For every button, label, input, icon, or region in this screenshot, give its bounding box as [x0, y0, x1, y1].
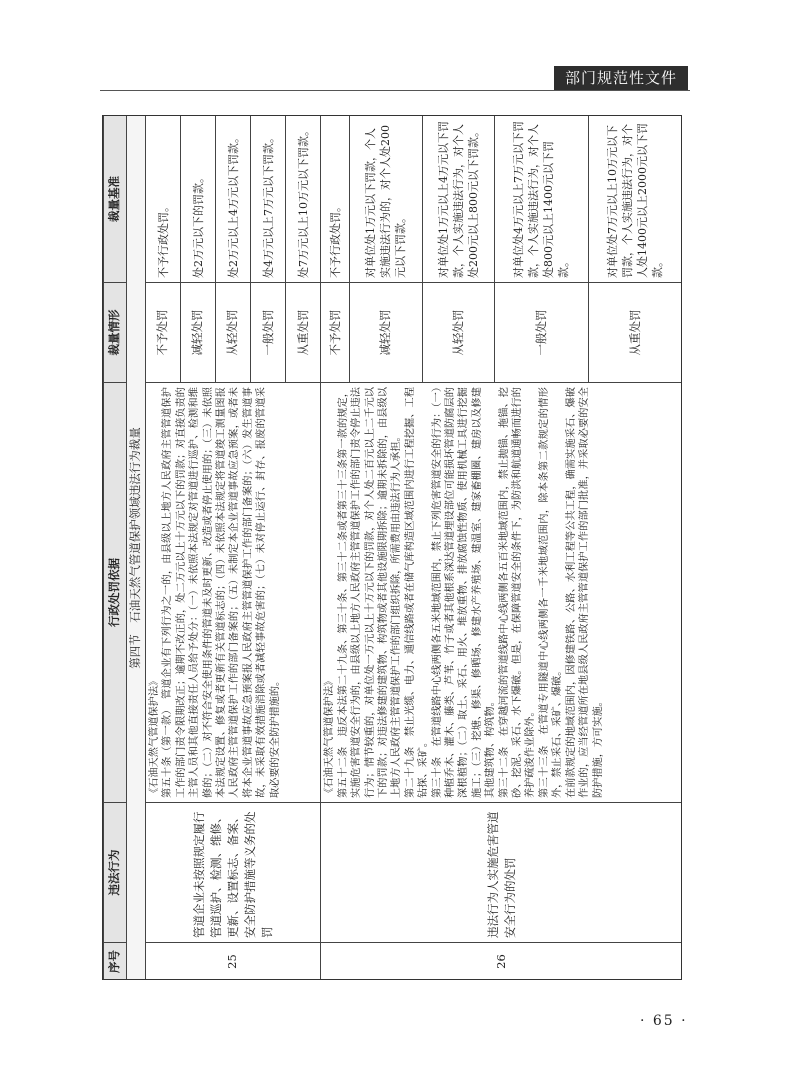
row-number: 25: [146, 943, 321, 981]
basis-line: 第五十条（第一款） 管道企业有下列行为之一的，由县级以上地方人民政府主管管道保护工作的部门责令限期改正；逾期不改正的，处二万元以上十万元以下的罚款；对直接负责的主管人员和其他直接责任人员给予处分：（一）未依照本法规定对管道进行巡护、检测和维修的；（二）对不符合安全使用条件的管道未及时更新、改造或者停止使用的；（三）未依照本法规定设置、修复或者更新有关管道标志的；（四）未依照本法规定将管道竣工测量图报人民政府主管管道保护工作的部门备案的；（五）未制定本企业管道事故应急预案，或者未将本企业管道事故应急预案报人民政府主管管道保护工作的部门备案的；（六）发生管道事故，未采取有效措施消除或者减轻事故危害的；（七）未对停止运行、封存、报废的管道采取必要的安全防护措施的。: [162, 387, 281, 798]
column-header-no: 序号: [104, 943, 127, 981]
discretion-standard: 对单位处4万元以上7万元以下罚款，个人实施违法行为，对个人处800元以上1400元以下罚款。: [494, 116, 588, 283]
table-row: [321, 116, 350, 981]
discretion-case: 从轻处罚: [422, 283, 494, 383]
discretion-case: 一般处罚: [494, 283, 588, 383]
basis-line: 第二十九条 禁止光缆、电力、通信线路或者在储气库构造区域范围内进行工程挖掘、工程钻探、采矿。: [404, 387, 430, 798]
column-header-standard: 裁量基准: [104, 116, 127, 283]
discretion-case: 不予处罚: [321, 283, 350, 383]
violation-description: 管道企业未按照规定履行管道巡护、检测、维修、更新、设置标志、备案、安全防护措施等义务的处罚: [146, 803, 321, 943]
document-category-badge: 部门规范性文件: [554, 66, 688, 90]
discretion-case: 减轻处罚: [181, 283, 216, 383]
violation-description: 违法行为人实施危害管道安全行为的处罚: [321, 803, 682, 943]
basis-line: 第三十二条 在穿越河流的管道线路中心线两侧各五百米地域范围内，禁止抛锚、拖锚、挖砂、挖泥、采石、水下爆破。但是，在保障管道安全的条件下，为防洪和航道通畅而进行的养护疏浚作业除外。: [498, 387, 537, 798]
discretion-standard: 不予行政处罚。: [321, 116, 350, 283]
discretion-standard: 对单位处1万元以上4万元以下罚款，个人实施违法行为，对个人处200元以上800元以下罚款。: [422, 116, 494, 283]
discretion-case: 一般处罚: [251, 283, 286, 383]
section-title-row: [127, 116, 146, 981]
table-header-row: [104, 116, 127, 981]
discretion-standard: 处2万元以上4万元以下罚款。: [216, 116, 251, 283]
rotated-table-frame: [102, 115, 682, 980]
column-header-violation: 违法行为: [104, 803, 127, 943]
row-number: 26: [321, 943, 682, 981]
page-number: · 65 ·: [640, 1013, 688, 1029]
section-title: 第四节 石油天然气管道保护领域违法行为裁量: [127, 116, 146, 981]
discretion-case: 不予处罚: [146, 283, 181, 383]
discretion-standard: 不予行政处罚。: [146, 116, 181, 283]
discretion-case: 从轻处罚: [216, 283, 251, 383]
discretion-standard: 处2万元以下的罚款。: [181, 116, 216, 283]
penalty-basis: [146, 383, 321, 803]
discretion-standard: 对单位处1万元以下罚款，个人实施违法行为的，对个人处200元以下罚款。: [350, 116, 422, 283]
basis-line: 第三十条 在管道线路中心线两侧各五米地域范围内，禁止下列危害管道安全的行为：（一）种植乔木、灌木、藤类、芦苇、竹子或者其他根系深达管道埋设部位可能损坏管道防腐层的深根植物；（二）取土、采石、用火、堆放重物、排放腐蚀性物质、使用机械工具进行挖掘施工；（三）挖塘、修渠、修晒场、修建水产养殖场、建温室、建家畜棚圈、建房以及修建其他建筑物、构筑物。: [431, 387, 497, 798]
basis-line: 第五十二条 违反本法第二十九条、第三十条、第三十二条或者第三十三条第一款的规定，实施危害管道安全行为的，由县级以上地方人民政府主管管道保护工作的部门责令停止违法行为；情节较重的，对单位处一万元以上十万元以下的罚款，对个人处二百元以上二千元以下的罚款；对违法修建的建筑物、构筑物或者其他设施限期拆除；逾期未拆除的，由县级以上地方人民政府主管管道保护工作的部门组织拆除，所需费用由违法行为人承担。: [337, 387, 403, 798]
discretion-standard: 处4万元以上7万元以下罚款。: [251, 116, 286, 283]
basis-line: 在前款规定的地域范围内，因修建铁路、公路、水利工程等公共工程，确需实施采石、爆破作业的，应当经管道所在地县级人民政府主管管道保护工作的部门批准，并采取必要的安全防护措施，方可实施。: [565, 387, 604, 798]
basis-line: 第三十三条 在管道专用隧道中心线两侧各一千米地域范围内，除本条第二款规定的情形外，禁止采石、采矿、爆破。: [538, 387, 564, 798]
discretion-standard: 对单位处7万元以上10万元以下罚款，个人实施违法行为，对个人处1400元以上2000元以下罚款。: [588, 116, 682, 283]
table-row: [146, 116, 181, 981]
discretion-case: 从重处罚: [286, 283, 321, 383]
discretion-case: 减轻处罚: [350, 283, 422, 383]
discretion-standard: 处7万元以上10万元以下罚款。: [286, 116, 321, 283]
column-header-basis: 行政处罚依据: [104, 383, 127, 803]
basis-line: 《石油天然气管道保护法》: [324, 675, 336, 798]
penalty-discretion-table: [103, 115, 682, 980]
basis-line: 《石油天然气管道保护法》: [149, 675, 160, 798]
penalty-basis: [321, 383, 682, 803]
column-header-case: 裁量情形: [104, 283, 127, 383]
rotated-table-content: [103, 116, 682, 980]
discretion-case: 从重处罚: [588, 283, 682, 383]
header-rule: [100, 90, 690, 91]
